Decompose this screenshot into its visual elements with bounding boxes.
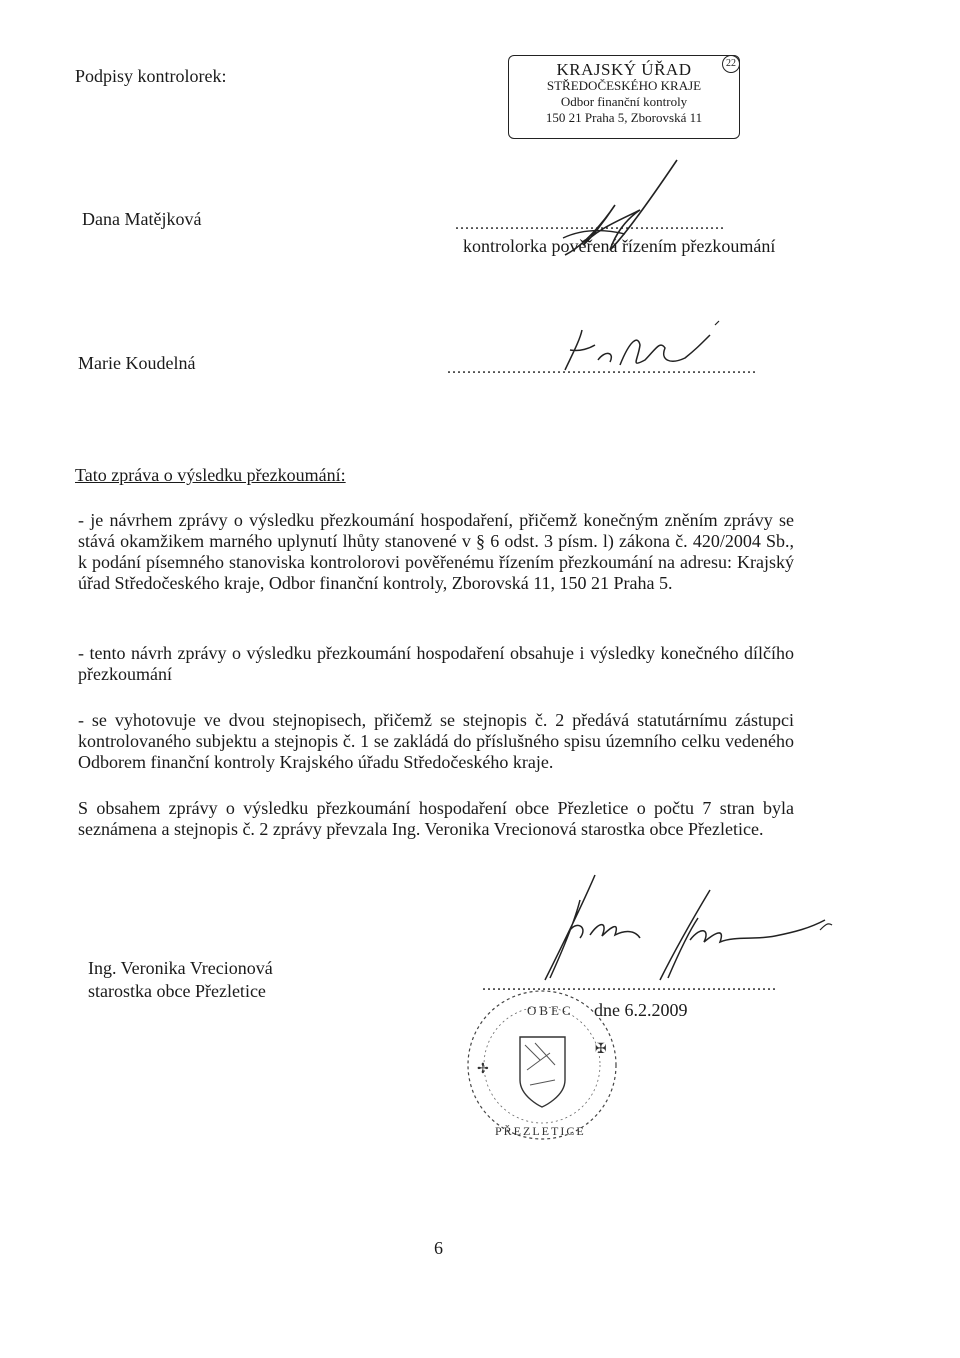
signer2-dots: .............................................................. [447, 360, 757, 377]
svg-text:✠: ✠ [595, 1041, 607, 1057]
signatures-label: Podpisy kontrolorek: [75, 66, 227, 86]
stamp-number-badge: 22 [722, 55, 740, 73]
signer1-role: kontrolorka pověřená řízením přezkoumání [463, 236, 776, 256]
stamp-top-text: OBEC [527, 1003, 574, 1018]
signature-3 [520, 870, 840, 990]
stamp-line-3: Odbor finanční kontroly [560, 94, 688, 109]
paragraph-1: - je návrhem zprávy o výsledku přezkoumání hospodaření, přičemž konečným zněním zprávy se stává okamžikem marného uplynutí lhůty stanovené v § 6 odst. 3 písm. l) zákona č. 420/2004 Sb., k podání písemného stanoviska kontrolorovi pověřenému řízením přezkoumání na adresu: Krajský úřad Středočeského kraje, Odbor finanční kontroly, Zborovská 11, 150 21 Praha 5. [78, 510, 794, 593]
stamp-line-4: 150 21 Praha 5, Zborovská 11 [545, 110, 703, 125]
municipal-stamp [455, 985, 630, 1155]
signature-date: dne 6.2.2009 [594, 1000, 688, 1020]
paragraph-2: - tento návrh zprávy o výsledku přezkoumání hospodaření obsahuje i výsledky konečného dílčího přezkoumání [78, 643, 794, 684]
signature-2 [560, 320, 730, 380]
report-heading: Tato zpráva o výsledku přezkoumání: [75, 465, 346, 485]
signature-1 [545, 150, 685, 265]
paragraph-3: - se vyhotovuje ve dvou stejnopisech, přičemž se stejnopis č. 2 předává statutárnímu zástupci kontrolovaného subjektu a stejnopis č. 1 se zakládá do příslušného spisu územního celku vedeného Odborem finanční kontroly Krajského úřadu Středočeského kraje. [78, 710, 794, 772]
signer2-name: Marie Koudelná [78, 353, 196, 373]
page-number: 6 [434, 1238, 443, 1258]
signer1-dots: ...................................................... [455, 216, 725, 233]
paragraph-4: S obsahem zprávy o výsledku přezkoumání hospodaření obce Přezletice o počtu 7 stran byla seznámena a stejnopis č. 2 zprávy převzala Ing. Veronika Vrecionová starostka obce Přezletice. [78, 798, 794, 839]
office-stamp [508, 55, 740, 139]
signer1-name: Dana Matějková [82, 209, 202, 229]
stamp-line-2: STŘEDOČESKÉHO KRAJE [546, 78, 702, 93]
mayor-block [88, 957, 273, 1003]
mayor-name: Ing. Veronika Vrecionová [88, 958, 273, 978]
mayor-title: starostka obce Přezletice [88, 981, 266, 1001]
stamp-line-1: KRAJSKÝ ÚŘAD [556, 60, 692, 79]
mayor-dots: ........................................................... [482, 977, 777, 994]
stamp-bottom-text: PŘEZLETICE [495, 1124, 586, 1138]
svg-text:✢: ✢ [477, 1061, 489, 1077]
